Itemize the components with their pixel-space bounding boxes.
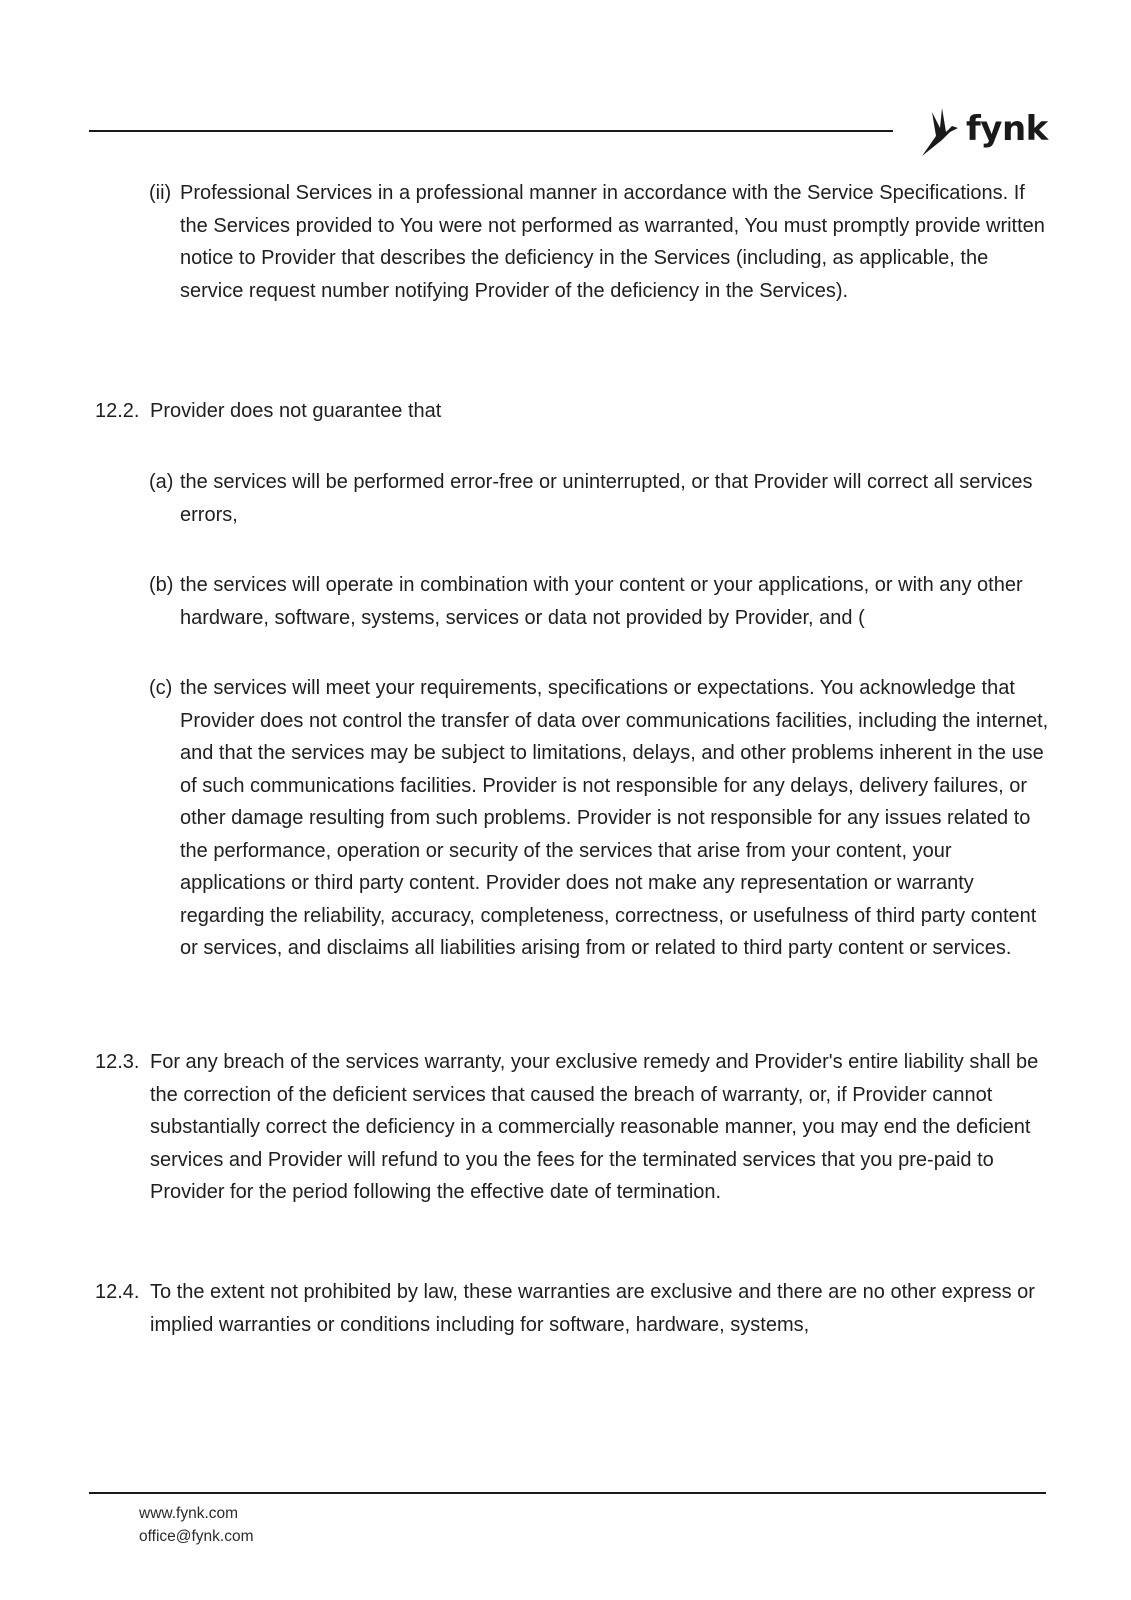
clause-12-3 [95,1046,1050,1209]
clause-c [149,672,1050,965]
clause-text: Provider does not guarantee that [150,400,442,422]
clause-12-4 [95,1276,1050,1341]
clause-text: Professional Services in a professional manner in accordance with the Service Specifications. If the Services provided to You were not performed as warranted, You must promptly provide written notice to Provider that describes the deficiency in the Services (including, as applicable, the service request number notifying Provider of the deficiency in the Services). [180,182,1045,302]
footer-divider [89,1492,1046,1494]
logo [918,104,1048,160]
clause-marker: (b) [149,574,174,596]
clause-text: the services will meet your requirements, specifications or expectations. You acknowledge that Provider does not control the transfer of data over communications facilities, including the internet, and that the services may be subject to limitations, delays, and other problems inherent in the use of such communications facilities. Provider is not responsible for any delays, delivery failures, or other damage resulting from such problems. Provider is not responsible for any issues related to the performance, operation or security of the services that arise from your content, your applications or third party content. Provider does not make any representation or warranty regarding the reliability, accuracy, completeness, correctness, or usefulness of third party content or services, and disclaims all liabilities arising from or related to third party content or services. [180,677,1049,959]
clause-text: the services will operate in combination with your content or your applications, or with any other hardware, software, systems, services or data not provided by Provider, and ( [180,574,1023,629]
footer-website-link[interactable]: www.fynk.com [139,1505,239,1522]
logo-wordmark: fynk [966,109,1048,149]
footer-email-link[interactable]: office@fynk.com [139,1528,254,1545]
clause-a [149,466,1050,531]
clause-marker: (c) [149,677,173,699]
clause-marker: (ii) [149,182,172,204]
footer [139,1502,254,1548]
clause-text: the services will be performed error-free or uninterrupted, or that Provider will correct all services errors, [180,471,1033,526]
bird-icon [918,106,960,158]
clause-b [149,569,1050,634]
clause-12-2 [95,395,1050,428]
clause-number: 12.3. [95,1051,140,1073]
clause-number: 12.2. [95,400,140,422]
clause-number: 12.4. [95,1281,140,1303]
clause-text: To the extent not prohibited by law, these warranties are exclusive and there are no other express or implied warranties or conditions including for software, hardware, systems, [150,1281,1035,1336]
header-divider [89,130,893,132]
clause-text: For any breach of the services warranty, your exclusive remedy and Provider's entire liability shall be the correction of the deficient services that caused the breach of warranty, or, if Provider cannot substantially correct the deficiency in a commercially reasonable manner, you may end the deficient services and Provider will refund to you the fees for the terminated services that you pre-paid to Provider for the period following the effective date of termination. [150,1051,1039,1203]
clause-ii [149,177,1050,307]
clause-marker: (a) [149,471,174,493]
